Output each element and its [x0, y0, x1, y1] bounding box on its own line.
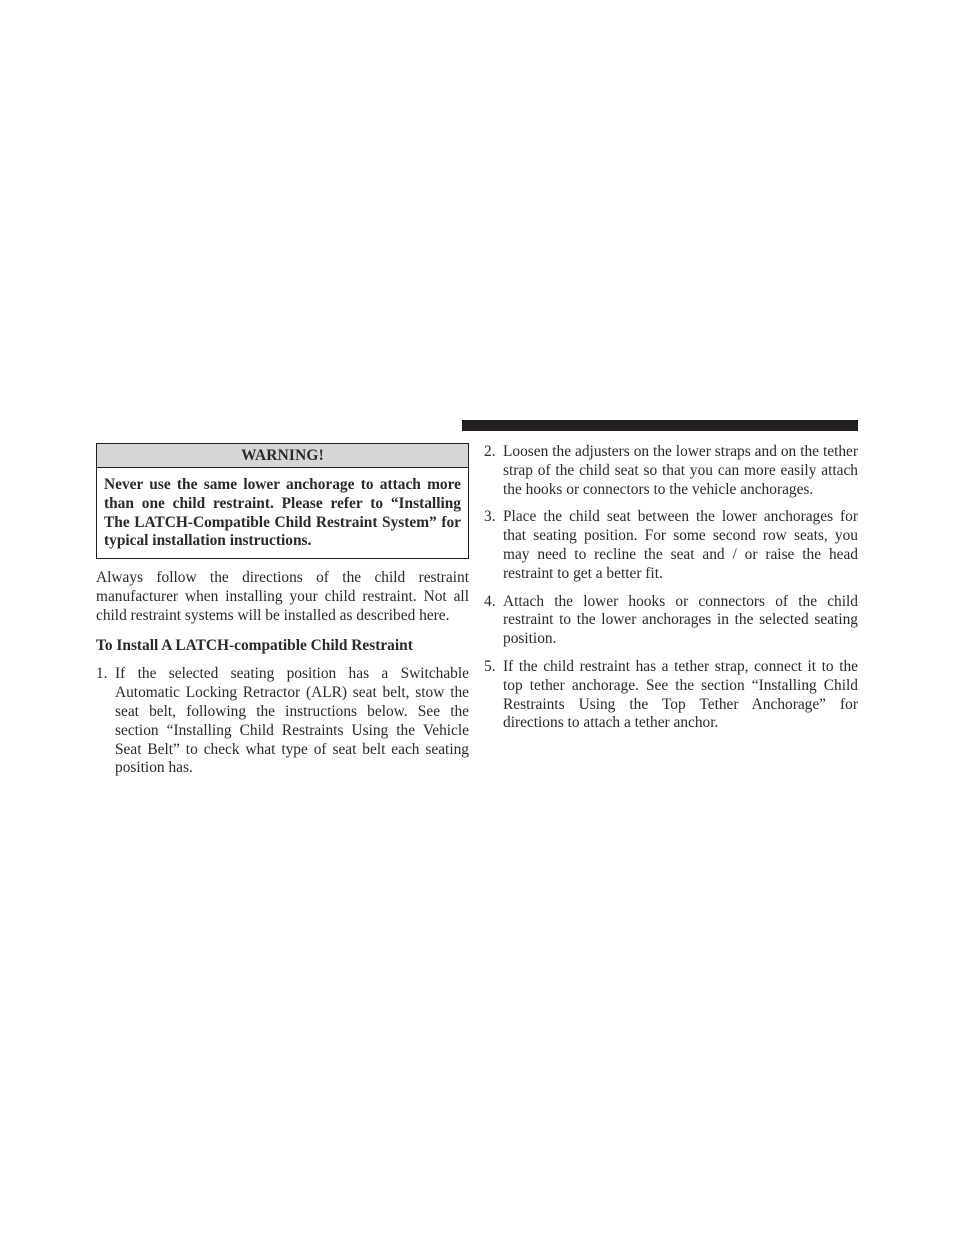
step-text: If the selected seating position has a Switchable Automatic Locking Retractor (ALR) seat belt, stow the seat belt, following the instructions below. See the section “Installing Child Restraints Using the Vehicle Seat Belt” to check what type of seat belt each seating position has.	[115, 665, 469, 777]
left-column	[96, 443, 469, 787]
section-heading: To Install A LATCH-compatible Child Restraint	[96, 636, 413, 654]
step-number: 1.	[96, 665, 108, 683]
step-text: Loosen the adjusters on the lower straps and on the tether strap of the child seat so that you can more easily attach the hooks or connectors to the vehicle anchorages.	[503, 443, 858, 498]
step-item	[484, 593, 858, 649]
step-number: 5.	[484, 657, 496, 675]
warning-title: WARNING!	[97, 444, 468, 468]
step-number: 2.	[484, 443, 496, 460]
step-text: Attach the lower hooks or connectors of the child restraint to the lower anchorages in the selected seating position.	[503, 592, 858, 648]
step-item	[484, 508, 858, 583]
step-item	[96, 665, 469, 778]
intro-paragraph: Always follow the directions of the child restraint manufacturer when installing your child restraint. Not all child restraint systems will be installed as described here.	[96, 569, 469, 624]
step-text: Place the child seat between the lower anchorages for that seating position. For some second row seats, you may need to recline the seat and / or raise the head restraint to get a better fit.	[503, 508, 858, 582]
warning-text: Never use the same lower anchorage to attach more than one child restraint. Please refer to “Installing The LATCH-Compatible Child Restraint System” for typical installation instructions.	[104, 476, 461, 550]
step-number: 3.	[484, 508, 496, 526]
right-column	[484, 443, 858, 742]
step-item	[484, 658, 858, 733]
steps-list-left	[96, 665, 469, 778]
step-text: If the child restraint has a tether strap, connect it to the top tether anchorage. See the section “Installing Child Restraints Using the Top Tether Anchorage” for directions to attach a tether anchor.	[503, 657, 858, 732]
section-header-bar	[462, 420, 858, 431]
step-item	[484, 443, 858, 499]
steps-list-right	[484, 443, 858, 733]
warning-box	[96, 443, 469, 559]
step-number: 4.	[484, 592, 496, 610]
